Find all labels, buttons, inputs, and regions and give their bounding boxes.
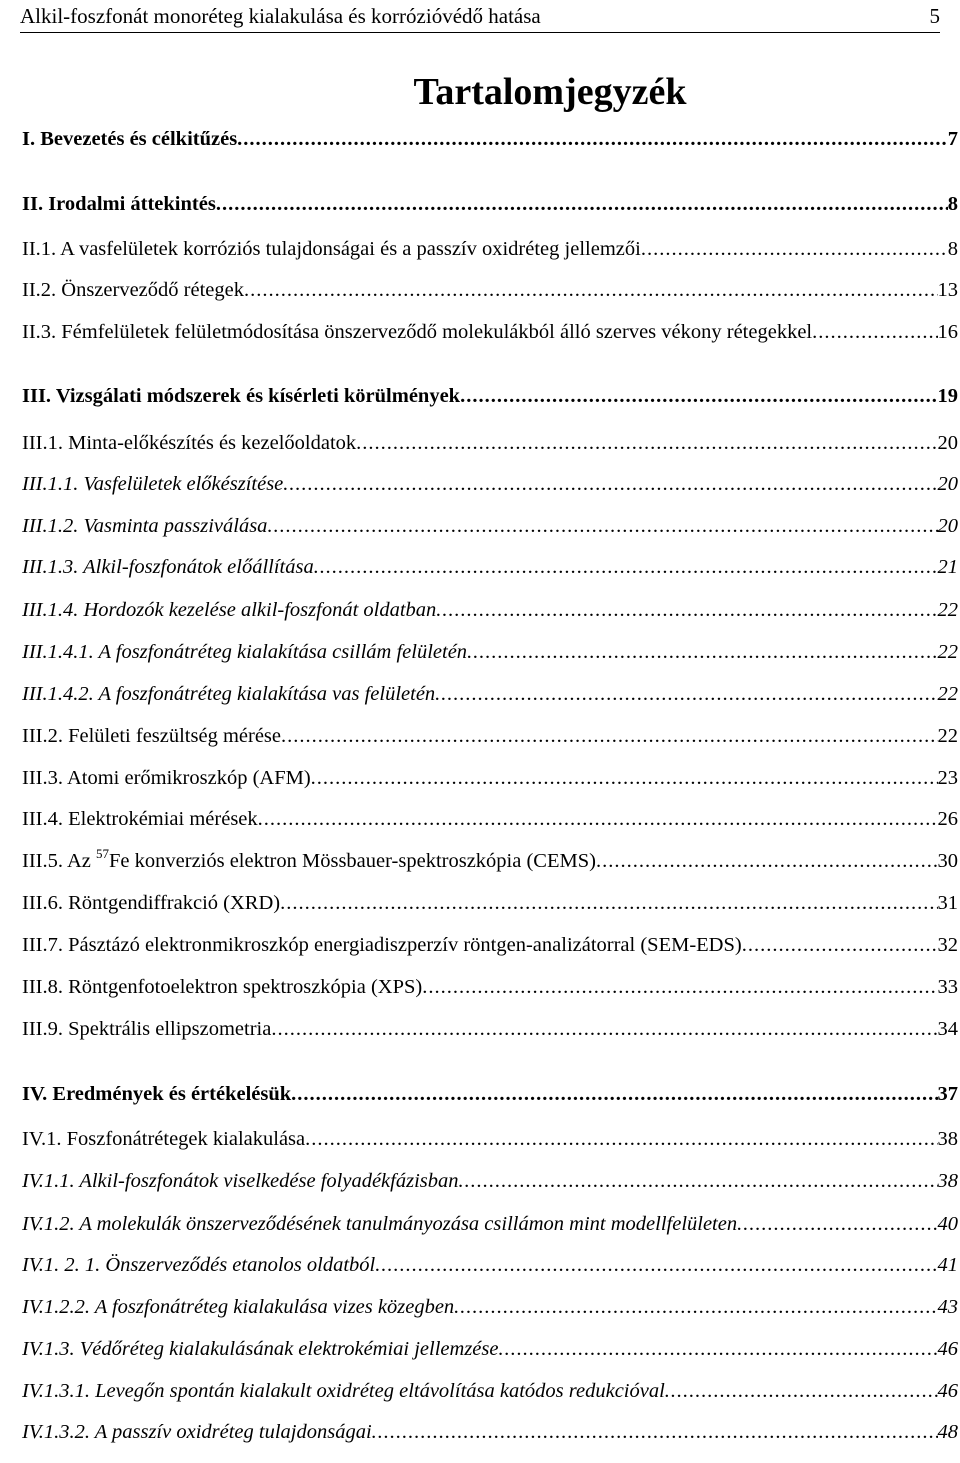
toc-entry-label: II.1. A vasfelületek korróziós tulajdonságai és a passzív oxidréteg jellemzői	[22, 238, 641, 260]
toc-entry-page: 20	[937, 473, 958, 495]
toc-entry[interactable]	[22, 683, 958, 713]
toc-entry[interactable]	[22, 808, 958, 838]
toc-entry-label: IV.1.3.1. Levegőn spontán kialakult oxidréteg eltávolítása katódos redukcióval	[22, 1380, 665, 1402]
toc-entry-label: III.1.2. Vasminta passziválása	[22, 515, 268, 537]
toc-entry[interactable]	[22, 725, 958, 755]
toc-entry-page: 33	[937, 976, 958, 998]
toc-entry-page: 7	[947, 128, 958, 150]
toc-entry[interactable]	[22, 1380, 958, 1410]
toc-entry-page: 8	[947, 193, 958, 215]
toc-entry[interactable]	[22, 321, 958, 351]
toc-entry[interactable]	[22, 432, 958, 462]
toc-entry-page: 40	[937, 1213, 958, 1235]
toc-entry-page: 21	[937, 556, 958, 578]
dot-leader	[280, 892, 937, 915]
toc-entry-label: III. Vizsgálati módszerek és kísérleti körülmények	[22, 385, 461, 407]
toc-entry[interactable]	[22, 1254, 958, 1284]
dot-leader	[460, 385, 937, 408]
toc-entry-label-suffix: Fe konverziós elektron Mössbauer-spektroszkópia (CEMS)	[109, 850, 596, 872]
toc-entry-label-prefix: III.5. Az	[22, 850, 97, 872]
toc-entry-page: 48	[937, 1421, 958, 1443]
dot-leader	[283, 473, 937, 496]
dot-leader	[356, 432, 937, 455]
toc-entry-page: 13	[937, 279, 958, 301]
running-title: Alkil-foszfonát monoréteg kialakulása és korrózióvédő hatása	[20, 3, 541, 28]
toc-entry-page: 22	[937, 599, 958, 621]
toc-entry-page: 22	[937, 725, 958, 747]
toc-entry-label	[22, 846, 596, 873]
dot-leader	[742, 934, 938, 957]
dot-leader	[216, 193, 948, 216]
toc-entry-label: III.6. Röntgendiffrakció (XRD)	[22, 892, 281, 914]
dot-leader	[665, 1380, 938, 1403]
toc-entry[interactable]	[22, 1083, 958, 1113]
page-number: 5	[929, 3, 940, 28]
toc-entry-label: II.2. Önszerveződő rétegek	[22, 279, 244, 301]
toc-entry[interactable]	[22, 846, 958, 880]
toc-entry[interactable]	[22, 934, 958, 964]
toc-entry[interactable]	[22, 976, 958, 1006]
toc-entry-label: III.7. Pásztázó elektronmikroszkóp energiadiszperzív röntgen-analizátorral (SEM-EDS)	[22, 934, 742, 956]
toc-entry-label: III.1.4.2. A foszfonátréteg kialakítása vas felületén	[22, 683, 436, 705]
dot-leader	[498, 1338, 937, 1361]
toc-entry-label: III.1.3. Alkil-foszfonátok előállítása	[22, 556, 314, 578]
dot-leader	[271, 1018, 937, 1041]
toc-entry[interactable]	[22, 193, 958, 223]
toc-entry-page: 22	[937, 683, 958, 705]
dot-leader	[314, 556, 938, 579]
dot-leader	[244, 279, 938, 302]
toc-entry[interactable]	[22, 767, 958, 797]
dot-leader	[291, 1083, 937, 1106]
toc-entry-page: 16	[937, 321, 958, 343]
toc-entry-page: 46	[937, 1380, 958, 1402]
toc-entry[interactable]	[22, 1421, 958, 1451]
toc-entry[interactable]	[22, 892, 958, 922]
toc-entry[interactable]	[22, 473, 958, 503]
toc-entry-page: 26	[937, 808, 958, 830]
toc-entry-page: 20	[937, 432, 958, 454]
toc-entry-label: II.3. Fémfelületek felületmódosítása önszerveződő molekulákból álló szerves vékony rétegekkel	[22, 321, 813, 343]
toc-entry-page: 46	[937, 1338, 958, 1360]
dot-leader	[467, 641, 937, 664]
toc-entry-label: IV.1.3. Védőréteg kialakulásának elektrokémiai jellemzése	[22, 1338, 499, 1360]
dot-leader	[641, 238, 948, 261]
toc-entry-page: 43	[937, 1296, 958, 1318]
dot-leader	[372, 1421, 938, 1444]
dot-leader	[237, 128, 948, 151]
dot-leader	[737, 1213, 937, 1236]
toc-entry[interactable]	[22, 1170, 958, 1200]
toc-entry-label: IV.1. Foszfonátrétegek kialakulása	[22, 1128, 306, 1150]
toc-entry-label: IV.1. 2. 1. Önszerveződés etanolos oldatból	[22, 1254, 376, 1276]
isotope-superscript: 57	[96, 846, 110, 861]
toc-entry[interactable]	[22, 385, 958, 415]
toc-entry-page: 32	[937, 934, 958, 956]
toc-entry-label: IV.1.3.2. A passzív oxidréteg tulajdonságai	[22, 1421, 372, 1443]
dot-leader	[596, 850, 938, 873]
dot-leader	[281, 725, 937, 748]
dot-leader	[422, 976, 937, 999]
dot-leader	[258, 808, 938, 831]
dot-leader	[812, 321, 937, 344]
toc-entry-page: 8	[947, 238, 958, 260]
toc-entry[interactable]	[22, 128, 958, 158]
dot-leader	[436, 599, 937, 622]
toc-entry-page: 20	[937, 515, 958, 537]
toc-entry-label: III.1.4.1. A foszfonátréteg kialakítása csillám felületén	[22, 641, 468, 663]
toc-entry-label: IV. Eredmények és értékelésük	[22, 1083, 292, 1105]
toc-entry[interactable]	[22, 1338, 958, 1368]
dot-leader	[459, 1170, 938, 1193]
dot-leader	[305, 1128, 937, 1151]
toc-entry-label: III.9. Spektrális ellipszometria	[22, 1018, 272, 1040]
toc-entry-label: IV.1.2.2. A foszfonátréteg kialakulása vizes közegben	[22, 1296, 455, 1318]
dot-leader	[454, 1296, 937, 1319]
toc-entry-page: 37	[937, 1083, 958, 1105]
toc-entry[interactable]	[22, 515, 958, 545]
toc-entry-page: 38	[937, 1128, 958, 1150]
toc-entry-label: III.4. Elektrokémiai mérések	[22, 808, 258, 830]
dot-leader	[375, 1254, 937, 1277]
toc-entry-label: III.1.4. Hordozók kezelése alkil-foszfonát oldatban	[22, 599, 437, 621]
toc-entry[interactable]	[22, 1018, 958, 1048]
toc-entry-page: 19	[937, 385, 958, 407]
toc-entry-label: III.2. Felületi feszültség mérése	[22, 725, 282, 747]
toc-entry-page: 30	[937, 850, 958, 872]
toc-entry-page: 22	[937, 641, 958, 663]
toc-entry[interactable]	[22, 641, 958, 671]
toc-entry[interactable]	[22, 1128, 958, 1158]
toc-entry-label: IV.1.1. Alkil-foszfonátok viselkedése folyadékfázisban	[22, 1170, 459, 1192]
toc-entry[interactable]	[22, 556, 958, 586]
toc-entry[interactable]	[22, 1213, 958, 1243]
toc-entry[interactable]	[22, 279, 958, 309]
toc-entry-label: II. Irodalmi áttekintés	[22, 193, 216, 215]
running-header	[20, 0, 940, 33]
toc-entry-label: I. Bevezetés és célkitűzés	[22, 128, 238, 150]
toc-entry-page: 23	[937, 767, 958, 789]
toc-entry-label: III.8. Röntgenfotoelektron spektroszkópia (XPS)	[22, 976, 423, 998]
page-title: Tartalomjegyzék	[413, 71, 687, 113]
toc-entry-label: III.1.1. Vasfelületek előkészítése	[22, 473, 284, 495]
toc-entry[interactable]	[22, 1296, 958, 1326]
toc-entry-label: IV.1.2. A molekulák önszerveződésének tanulmányozása csillámon mint modellfelületen	[22, 1213, 738, 1235]
dot-leader	[435, 683, 937, 706]
toc-entry-label: III.1. Minta-előkészítés és kezelőoldatok	[22, 432, 357, 454]
toc-entry-page: 41	[937, 1254, 958, 1276]
toc-entry-page: 38	[937, 1170, 958, 1192]
toc-entry-label: III.3. Atomi erőmikroszkóp (AFM)	[22, 767, 311, 789]
toc-entry[interactable]	[22, 599, 958, 629]
toc-entry[interactable]	[22, 238, 958, 268]
dot-leader	[311, 767, 938, 790]
toc-entry-page: 31	[937, 892, 958, 914]
toc-entry-page: 34	[937, 1018, 958, 1040]
dot-leader	[267, 515, 937, 538]
